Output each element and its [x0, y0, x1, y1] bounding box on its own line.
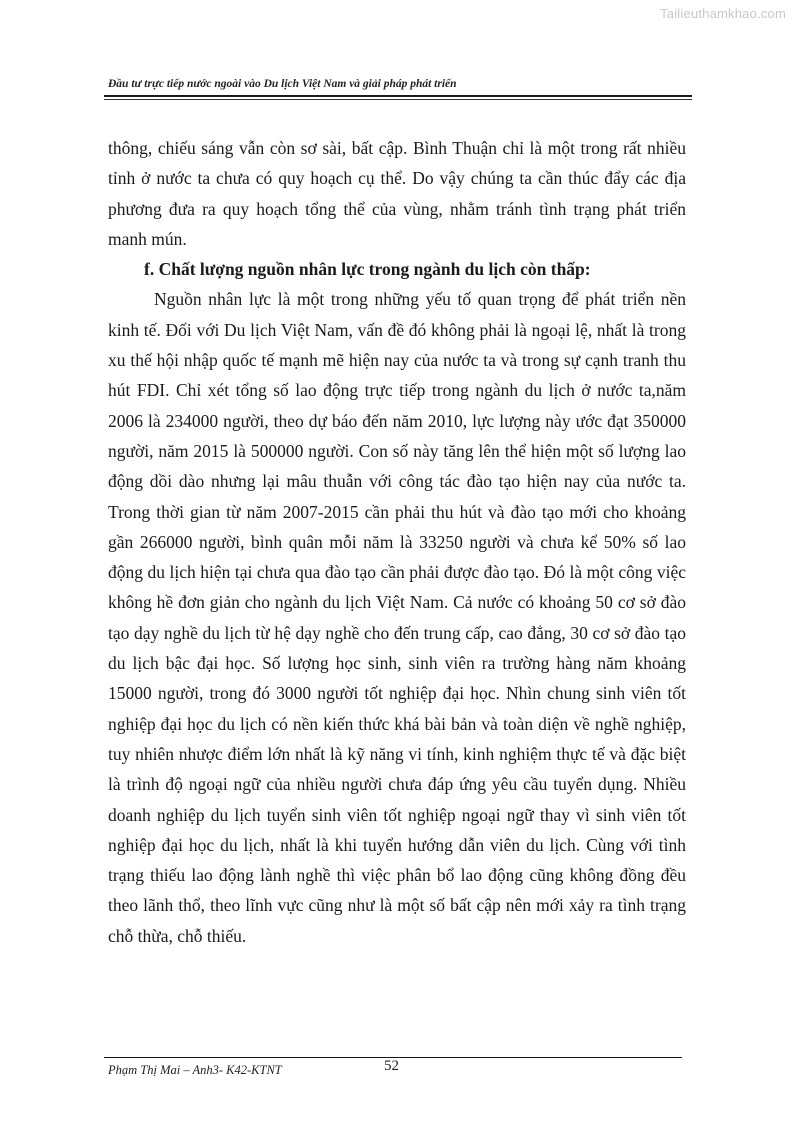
footer-author: Phạm Thị Mai – Anh3- K42-KTNT [108, 1063, 282, 1077]
body-paragraph: Nguồn nhân lực là một trong những yếu tố quan trọng để phát triển nền kinh tế. Đối với Du lịch Việt Nam, vấn đề đó không phải là ngoại lệ, nhất là trong xu thế hội nhập quốc tế mạnh mẽ hiện nay của nước ta và trong sự cạnh tranh thu hút FDI. Chỉ xét tổng số lao động trực tiếp trong ngành du lịch ở nước ta,năm 2006 là 234000 người, theo dự báo đến năm 2010, lực lượng này ước đạt 350000 người, năm 2015 là 500000 người. Con số này tăng lên thể hiện một số lượng lao động dồi dào nhưng lại mâu thuẫn với công tác đào tạo hiện nay của nước ta. Trong thời gian từ năm 2007-2015 cần phải thu hút và đào tạo mới cho khoảng gần 266000 người, bình quân mỗi năm là 33250 người và chưa kể 50% số lao động du lịch hiện tại chưa qua đào tạo cần phải được đào tạo. Đó là một công việc không hề đơn giản cho ngành du lịch Việt Nam. Cả nước có khoảng 50 cơ sở đào tạo dạy nghề du lịch từ hệ dạy nghề cho đến trung cấp, cao đẳng, 30 cơ sở đào tạo du lịch bậc đại học. Số lượng học sinh, sinh viên ra trường hàng năm khoảng 15000 người, trong đó 3000 người tốt nghiệp đại học. Nhìn chung sinh viên tốt nghiệp đại học du lịch có nền kiến thức khá bài bản và toàn diện về nghề nghiệp, tuy nhiên nhược điểm lớn nhất là kỹ năng vi tính, kinh nghiệm thực tế và đặc biệt là trình độ ngoại ngữ của nhiều người chưa đáp ứng yêu cầu tuyển dụng. Nhiều doanh nghiệp du lịch tuyển sinh viên tốt nghiệp ngoại ngữ thay vì sinh viên tốt nghiệp đại học du lịch, nhất là khi tuyển hướng dẫn viên du lịch. Cùng với tình trạng thiếu lao động lành nghề thì việc phân bổ lao động cũng không đồng đều theo lãnh thổ, theo lĩnh vực cũng như là một số bất cập nên mới xảy ra tình trạng chỗ thừa, chỗ thiếu. [108, 289, 686, 946]
body-paragraph: thông, chiếu sáng vẫn còn sơ sài, bất cập. Bình Thuận chỉ là một trong rất nhiều tỉnh ở nước ta chưa có quy hoạch cụ thể. Do vậy chúng ta cần thúc đẩy các địa phương đưa ra quy hoạch tổng thể của vùng, nhằm tránh tình trạng phát triển manh mún. [108, 138, 686, 249]
page-body [108, 133, 686, 951]
page-number: 52 [384, 1058, 399, 1074]
section-heading: f. Chất lượng nguồn nhân lực trong ngành du lịch còn thấp: [144, 259, 591, 280]
header-rule [104, 95, 692, 97]
running-header: Đầu tư trực tiếp nước ngoài vào Du lịch Việt Nam và giải pháp phát triển [108, 78, 457, 90]
header-rule-thin [104, 99, 692, 100]
watermark: Tailieuthamkhao.com [660, 6, 786, 21]
